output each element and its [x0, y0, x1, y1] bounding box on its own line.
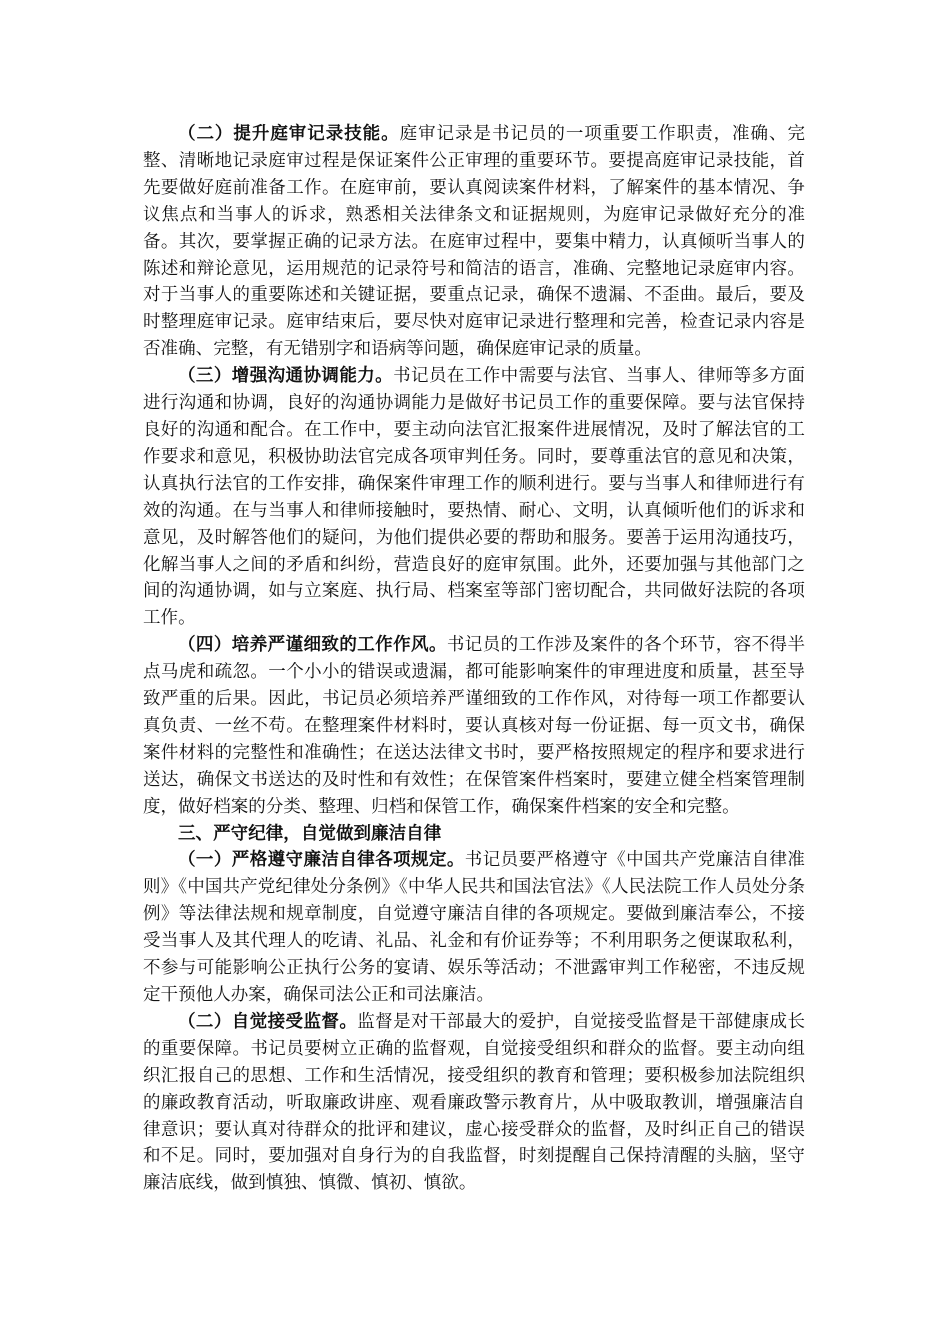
section-heading: 三、严守纪律，自觉做到廉洁自律	[178, 823, 442, 844]
paragraph-body: 书记员在工作中需要与法官、当事人、律师等多方面进行沟通和协调，良好的沟通协调能力是做好书记员工作的重要保障。要与法官保持良好的沟通和配合。在工作中，要主动向法官汇报案件进展情况，及时了解法官的工作要求和意见，积极协助法官完成各项审判任务。同时，要尊重法官的意见和决策，认真执行法官的工作安排，确保案件审理工作的顺利进行。要与当事人和律师进行有效的沟通。在与当事人和律师接触时，要热情、耐心、文明，认真倾听他们的诉求和意见，及时解答他们的疑问，为他们提供必要的帮助和服务。要善于运用沟通技巧，化解当事人之间的矛盾和纠纷，营造良好的庭审氛围。此外，还要加强与其他部门之间的沟通协调，如与立案庭、执行局、档案室等部门密切配合，共同做好法院的各项工作。	[143, 366, 805, 629]
paragraph-court-record-skills	[143, 121, 805, 363]
paragraph-body: 庭审记录是书记员的一项重要工作职责，准确、完整、清晰地记录庭审过程是保证案件公正审理的重要环节。要提高庭审记录技能，首先要做好庭前准备工作。在庭审前，要认真阅读案件材料，了解案件的基本情况、争议焦点和当事人的诉求，熟悉相关法律条文和证据规则，为庭审记录做好充分的准备。其次，要掌握正确的记录方法。在庭审过程中，要集中精力，认真倾听当事人的陈述和辩论意见，运用规范的记录符号和简洁的语言，准确、完整地记录庭审内容。对于当事人的重要陈述和关键证据，要重点记录，确保不遗漏、不歪曲。最后，要及时整理庭审记录。庭审结束后，要尽快对庭审记录进行整理和完善，检查记录内容是否准确、完整，有无错别字和语病等问题，确保庭审记录的质量。	[143, 124, 805, 360]
paragraph-body: 书记员的工作涉及案件的各个环节，容不得半点马虎和疏忽。一个小小的错误或遗漏，都可能影响案件的审理进度和质量，甚至导致严重的后果。因此，书记员必须培养严谨细致的工作作风，对待每一项工作都要认真负责、一丝不苟。在整理案件材料时，要认真核对每一份证据、每一页文书，确保案件材料的完整性和准确性；在送达法律文书时，要严格按照规定的程序和要求进行送达，确保文书送达的及时性和有效性；在保管案件档案时，要建立健全档案管理制度，做好档案的分类、整理、归档和保管工作，确保案件档案的安全和完整。	[143, 635, 805, 817]
paragraph-lead: （三）增强沟通协调能力。	[178, 366, 394, 387]
document-page	[143, 121, 805, 1197]
paragraph-communication-skills	[143, 363, 805, 632]
paragraph-lead: （二）自觉接受监督。	[178, 1011, 358, 1032]
paragraph-lead: （四）培养严谨细致的工作作风。	[178, 635, 447, 656]
paragraph-lead: （一）严格遵守廉洁自律各项规定。	[178, 850, 465, 871]
paragraph-body: 监督是对干部最大的爱护，自觉接受监督是干部健康成长的重要保障。书记员要树立正确的监督观，自觉接受组织和群众的监督。要主动向组织汇报自己的思想、工作和生活情况，接受组织的教育和管理；要积极参加法院组织的廉政教育活动，听取廉政讲座、观看廉政警示教育片，从中吸取教训，增强廉洁自律意识；要认真对待群众的批评和建议，虚心接受群众的监督，及时纠正自己的错误和不足。同时，要加强对自身行为的自我监督，时刻提醒自己保持清醒的头脑，坚守廉洁底线，做到慎独、慎微、慎初、慎欲。	[143, 1011, 805, 1194]
paragraph-work-style	[143, 632, 805, 820]
paragraph-lead: （二）提升庭审记录技能。	[178, 124, 400, 144]
paragraph-body: 书记员要严格遵守《中国共产党廉洁自律准则》《中国共产党纪律处分条例》《中华人民共和国法官法》《人民法院工作人员处分条例》等法律法规和规章制度，自觉遵守廉洁自律的各项规定。要做到廉洁奉公，不接受当事人及其代理人的吃请、礼品、礼金和有价证券等；不利用职务之便谋取私利，不参与可能影响公正执行公务的宴请、娱乐等活动；不泄露审判工作秘密，不违反规定干预他人办案，确保司法公正和司法廉洁。	[143, 850, 805, 1005]
paragraph-accept-supervision	[143, 1009, 805, 1197]
paragraph-integrity-rules	[143, 847, 805, 1008]
